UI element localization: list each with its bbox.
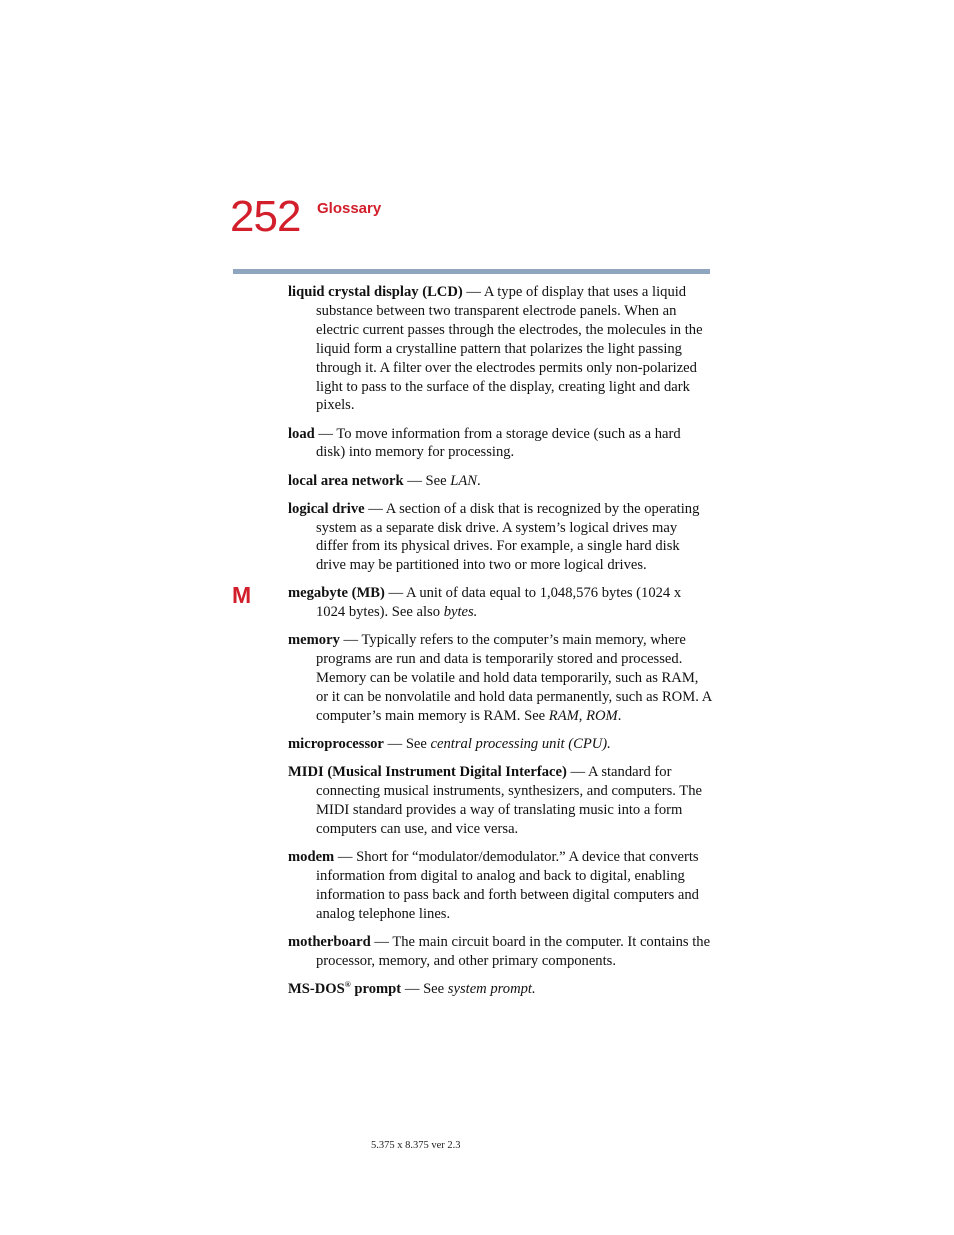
entry-definition: — To move information from a storage device (such as a hard disk) into memory for processing.	[314, 425, 681, 461]
entry-term-part: prompt	[350, 980, 402, 997]
page-number: 252	[230, 192, 301, 241]
glossary-entry-lcd	[288, 283, 712, 415]
cross-reference: ROM	[586, 708, 618, 725]
glossary-entry-logical-drive	[288, 500, 712, 576]
entry-definition: — See	[383, 736, 431, 753]
entry-definition: — See	[403, 472, 451, 489]
entry-term: microprocessor	[288, 736, 384, 753]
entry-definition: — A section of a disk that is recognized by the operating system as a separate disk drive. A system’s logical drives may differ from its physical drives. For example, a single hard disk drive may be partitioned into two or more logical drives.	[316, 500, 700, 574]
entry-definition: — The main circuit board in the computer. It contains the processor, memory, and other primary components.	[316, 933, 711, 969]
entry-term	[288, 981, 401, 997]
entry-term: megabyte (MB)	[288, 585, 385, 602]
page-footer: 5.375 x 8.375 ver 2.3	[371, 1140, 461, 1151]
glossary-entry-ms-dos-prompt	[288, 980, 712, 999]
entry-term: liquid crystal display (LCD)	[288, 284, 463, 300]
glossary-entry-megabyte	[288, 584, 712, 622]
header-rule	[233, 269, 710, 274]
reference-separator: ,	[578, 708, 587, 725]
cross-reference: RAM	[548, 708, 579, 725]
cross-reference: LAN	[450, 472, 478, 489]
glossary-entry-microprocessor	[288, 735, 712, 754]
entry-term: motherboard	[288, 933, 371, 950]
cross-reference: central processing unit (CPU).	[430, 736, 611, 753]
glossary-entry-motherboard	[288, 933, 712, 971]
entry-term: logical drive	[288, 500, 365, 517]
glossary-entry-load	[288, 425, 712, 463]
entry-end: .	[617, 708, 622, 725]
section-letter-marker: M	[232, 582, 252, 608]
entry-definition: — See	[401, 980, 448, 997]
entry-term: modem	[288, 849, 335, 866]
entry-term: memory	[288, 632, 340, 649]
glossary-entries	[288, 283, 712, 1008]
entry-term: local area network	[288, 472, 404, 489]
entry-term: load	[288, 425, 315, 442]
cross-reference: system prompt.	[447, 980, 536, 997]
cross-reference: bytes.	[443, 604, 478, 621]
entry-definition: — Typically refers to the computer’s main memory, where programs are run and data is temporarily stored and processed. Memory can be volatile and hold data temporarily, such as RAM, or it can be nonvolatile and hold data permanently, such as ROM. A computer’s main memory is RAM. See	[316, 632, 712, 725]
glossary-entry-modem	[288, 848, 712, 924]
registered-mark: ®	[344, 980, 351, 990]
glossary-entry-local-area-network	[288, 472, 712, 491]
entry-definition: — A standard for connecting musical instruments, synthesizers, and computers. The MIDI standard provides a way of translating music into a form computers can use, and vice versa.	[316, 764, 702, 837]
entry-definition: — A unit of data equal to 1,048,576 bytes (1024 x 1024 bytes). See also	[316, 585, 682, 621]
entry-end: .	[477, 472, 481, 489]
section-title: Glossary	[317, 200, 382, 217]
entry-term-part: MS-DOS	[288, 980, 345, 997]
glossary-entry-midi	[288, 763, 712, 839]
entry-term: MIDI (Musical Instrument Digital Interface)	[288, 764, 567, 781]
entry-definition: — A type of display that uses a liquid substance between two transparent electrode panels. When an electric current passes through the electrodes, the molecules in the liquid form a crystalline pattern that polarizes the light passing through it. A filter over the electrodes permits only non-polarized light to pass to the surface of the display, creating light and dark pixels.	[316, 284, 703, 414]
entry-definition: — Short for “modulator/demodulator.” A device that converts information from digital to analog and back to digital, enabling information to pass back and forth between digital computers and analog telephone lines.	[316, 849, 699, 922]
glossary-entry-memory	[288, 631, 712, 726]
